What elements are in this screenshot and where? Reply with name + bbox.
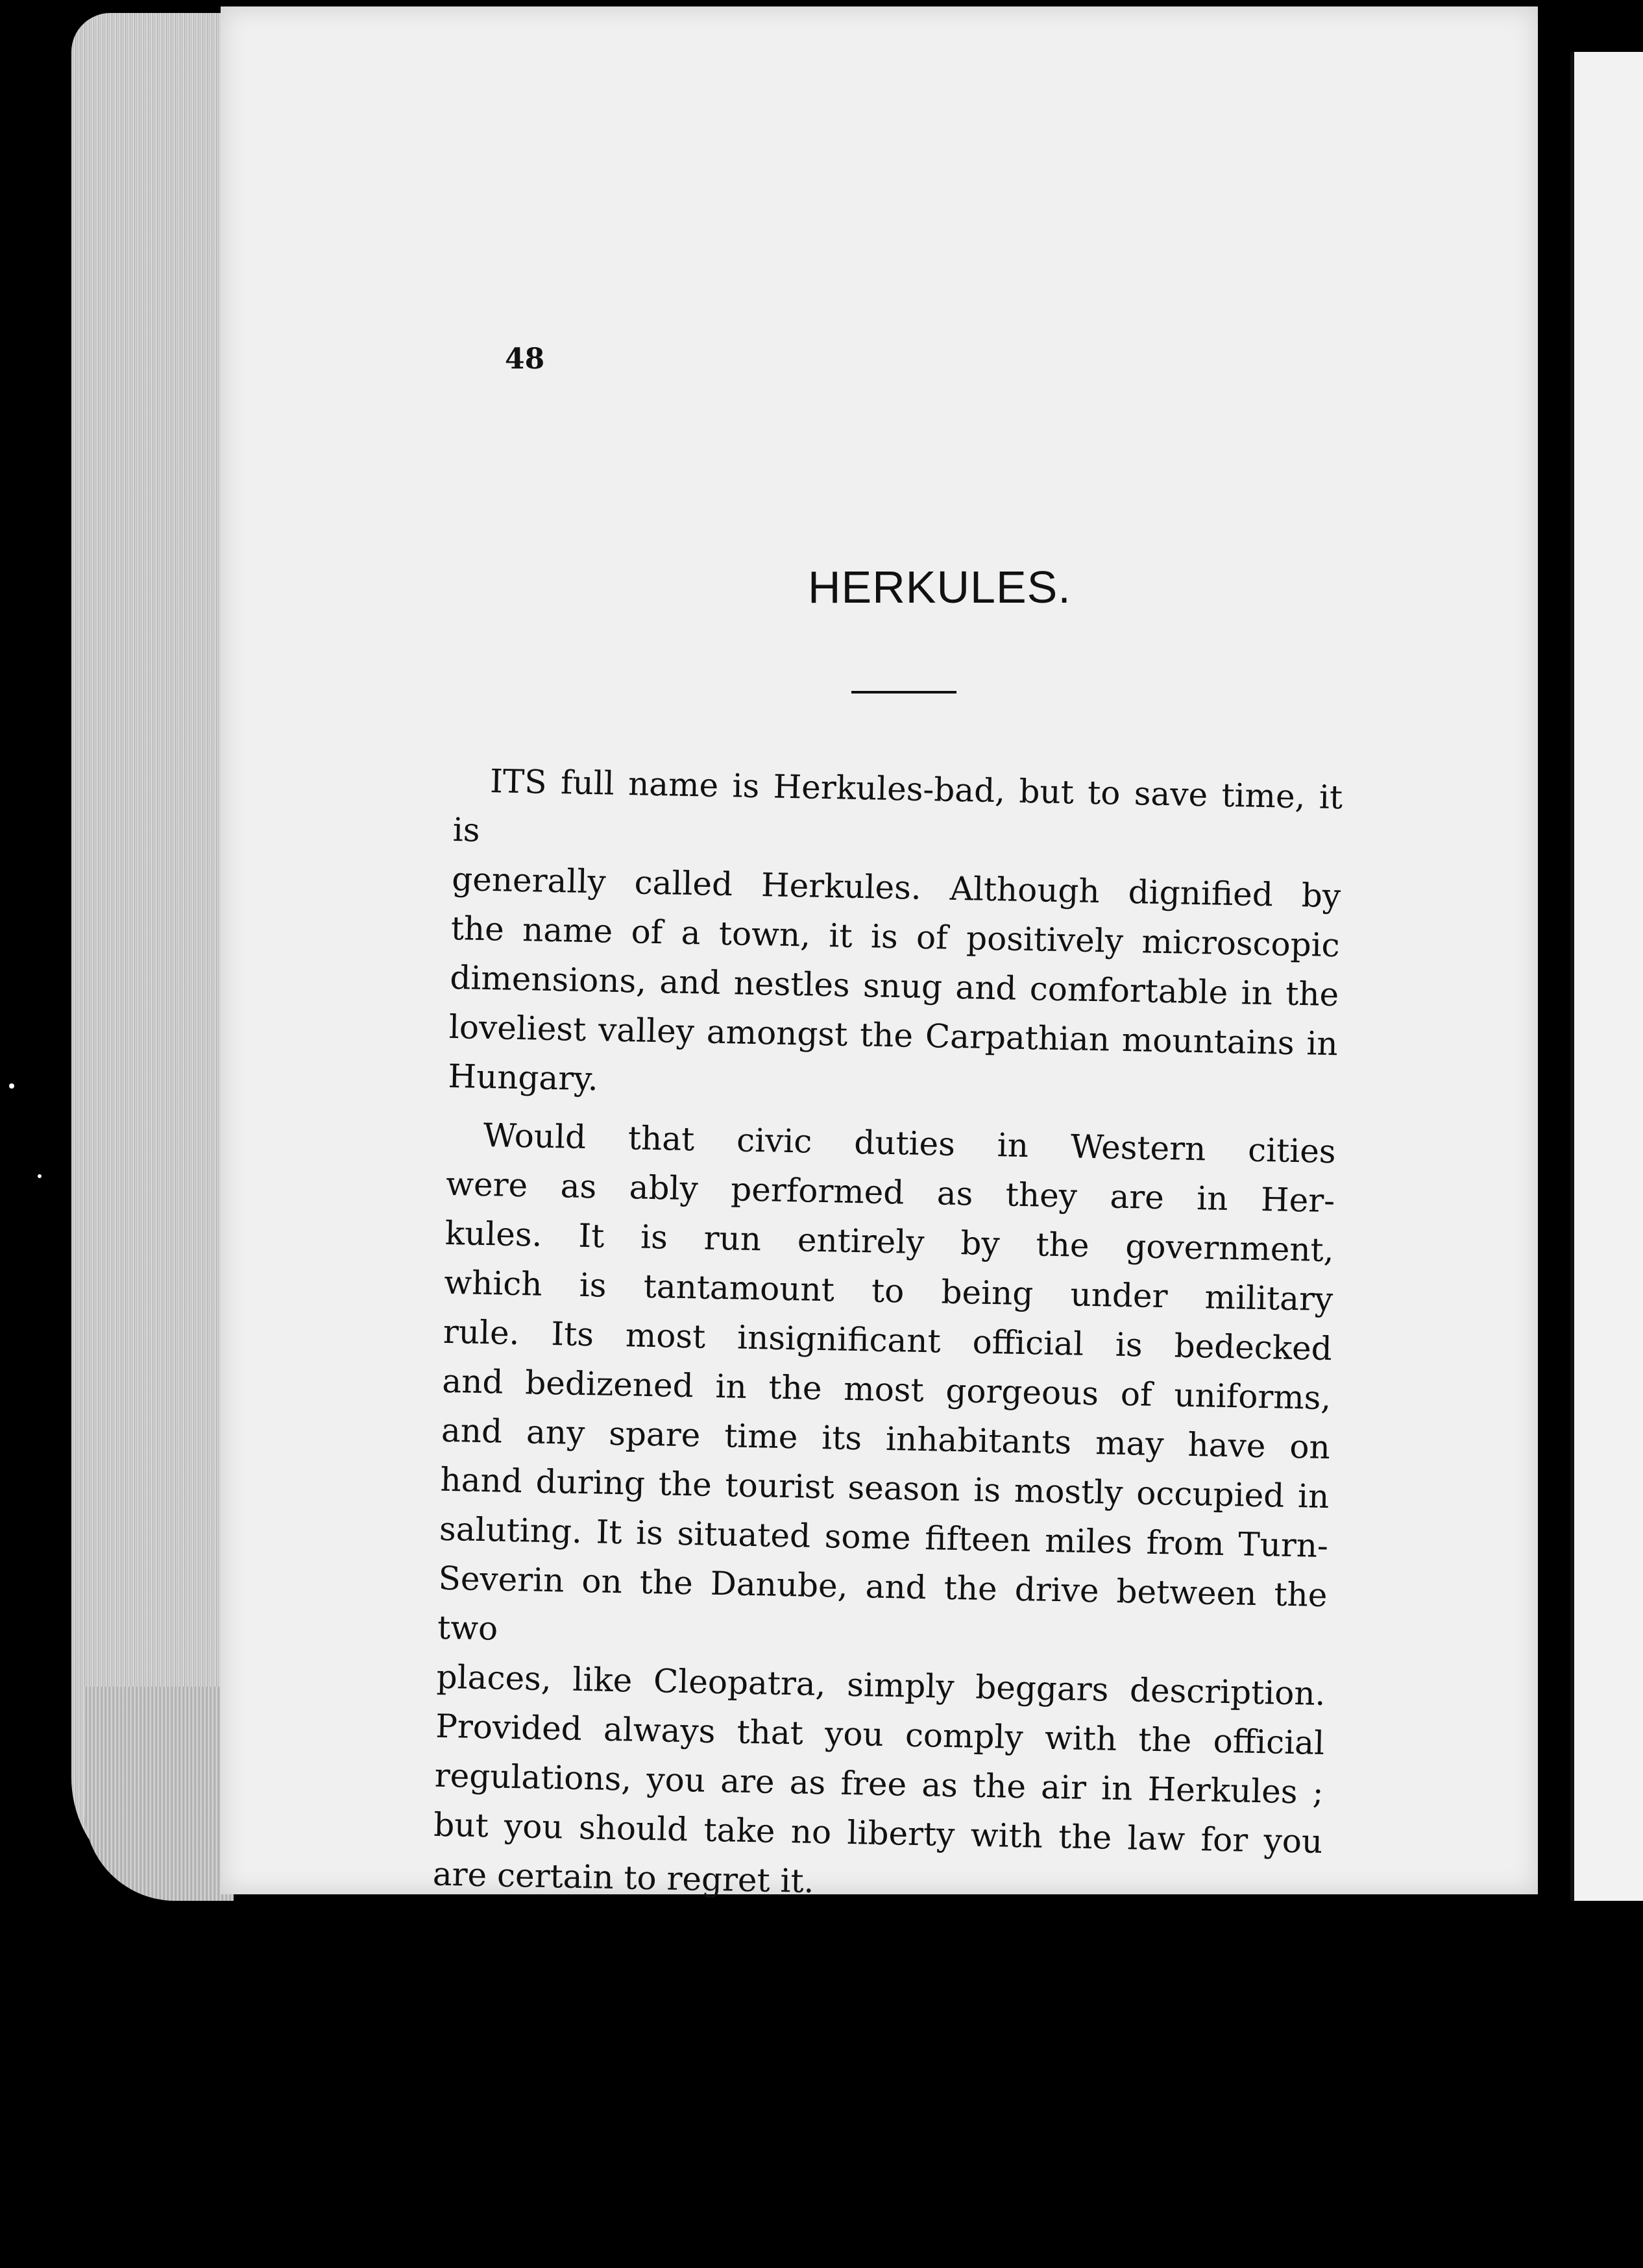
- text-line: dimensions, and nestles snug and comfortable in the: [449, 958, 1339, 1014]
- text-line: the name of a town, it is of positively microscopic: [450, 909, 1341, 965]
- text-line: Severin on the Danube, and the drive between the two: [437, 1559, 1328, 1648]
- text-line: and bedizened in the most gorgeous of uniforms,: [441, 1362, 1332, 1418]
- book-page-edges-lower: [84, 1687, 234, 1901]
- text-line: Hungary.: [447, 1057, 599, 1098]
- text-line: places, like Cleopatra, simply beggars description.: [436, 1658, 1326, 1713]
- text-line: but you should take no liberty with the law for you: [433, 1805, 1323, 1861]
- title-rule: [851, 691, 956, 694]
- text-line: generally called Herkules. Although dignified by: [451, 860, 1341, 915]
- book-page-edges: [71, 13, 234, 1894]
- page-number: 48: [505, 343, 545, 376]
- paragraph-1: [448, 756, 1343, 1118]
- text-line: saluting. It is situated some fifteen miles from Turn-: [439, 1510, 1329, 1565]
- text-line: which is tantamount to being under military: [443, 1263, 1333, 1319]
- text-line: kules. It is run entirely by the government,: [444, 1214, 1335, 1270]
- text-line: loveliest valley amongst the Carpathian mountains in: [448, 1007, 1339, 1063]
- text-line: were as ably performed as they are in Her-: [445, 1164, 1335, 1220]
- text-line: Would that civic duties in Western cities: [483, 1116, 1337, 1171]
- scan-speck: [9, 1083, 14, 1089]
- text-line: hand during the tourist season is mostly occupied in: [440, 1460, 1330, 1516]
- chapter-title: HERKULES.: [808, 562, 1071, 612]
- text-line: regulations, you are as free as the air in Herkules ;: [434, 1756, 1324, 1812]
- text-line: Provided always that you comply with the official: [435, 1707, 1325, 1763]
- facing-page-edge: [1570, 52, 1643, 1901]
- text-line: rule. Its most insignificant official is bedecked: [443, 1312, 1333, 1368]
- text-line: are certain to regret it.: [432, 1855, 815, 1900]
- scan-speck: [38, 1174, 42, 1178]
- paragraph-2: [432, 1110, 1336, 1916]
- text-line: ITS full name is Herkules-bad, but to save time, it is: [452, 762, 1343, 849]
- body-text: [432, 756, 1343, 1925]
- text-line: and any spare time its inhabitants may have on: [441, 1411, 1331, 1467]
